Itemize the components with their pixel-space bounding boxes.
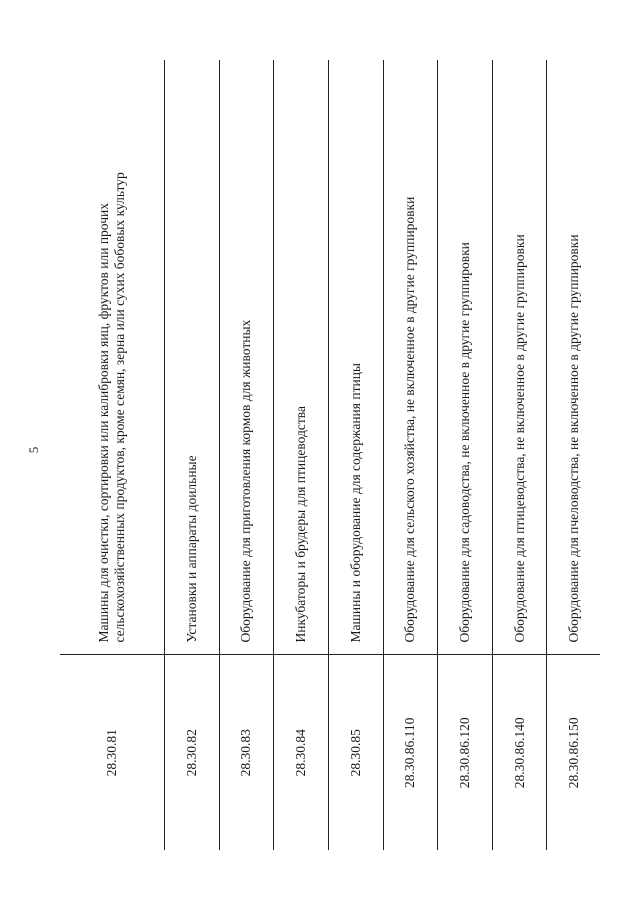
row-name: Оборудование для садоводства, не включенное в другие группировки [438,60,493,655]
row-name: Инкубаторы и брудеры для птицеводства [274,60,329,655]
row-code: 28.30.86.120 [438,655,493,850]
row-name: Оборудование для сельского хозяйства, не включенное в другие группировки [383,60,438,655]
table-row [492,60,547,850]
table-row [438,60,493,850]
row-code: 28.30.84 [274,655,329,850]
table-row [274,60,329,850]
rotated-table-frame [60,60,600,850]
table-row [164,60,219,850]
table-row [219,60,274,850]
page-number: 5 [26,446,41,454]
row-name: Установки и аппараты доильные [164,60,219,655]
row-code: 28.30.83 [219,655,274,850]
row-code: 28.30.86.110 [383,655,438,850]
row-code: 28.30.86.150 [547,655,600,850]
table-row [547,60,600,850]
classification-table [60,60,600,850]
table-row [60,60,164,850]
row-name: Оборудование для пчеловодства, не включенное в другие группировки [547,60,600,655]
classification-table-container [60,60,600,850]
row-code: 28.30.85 [328,655,383,850]
table-row [383,60,438,850]
row-name: Оборудование для птицеводства, не включенное в другие группировки [492,60,547,655]
row-name: Машины и оборудование для содержания птицы [328,60,383,655]
row-code: 28.30.86.140 [492,655,547,850]
table-row [328,60,383,850]
row-code: 28.30.81 [60,655,164,850]
row-name: Оборудование для приготовления кормов для животных [219,60,274,655]
row-name: Машины для очистки, сортировки или калибровки яиц, фруктов или прочих сельскохозяйственных продуктов, кроме семян, зерна или сухих бобовых культур [60,60,164,655]
row-code: 28.30.82 [164,655,219,850]
